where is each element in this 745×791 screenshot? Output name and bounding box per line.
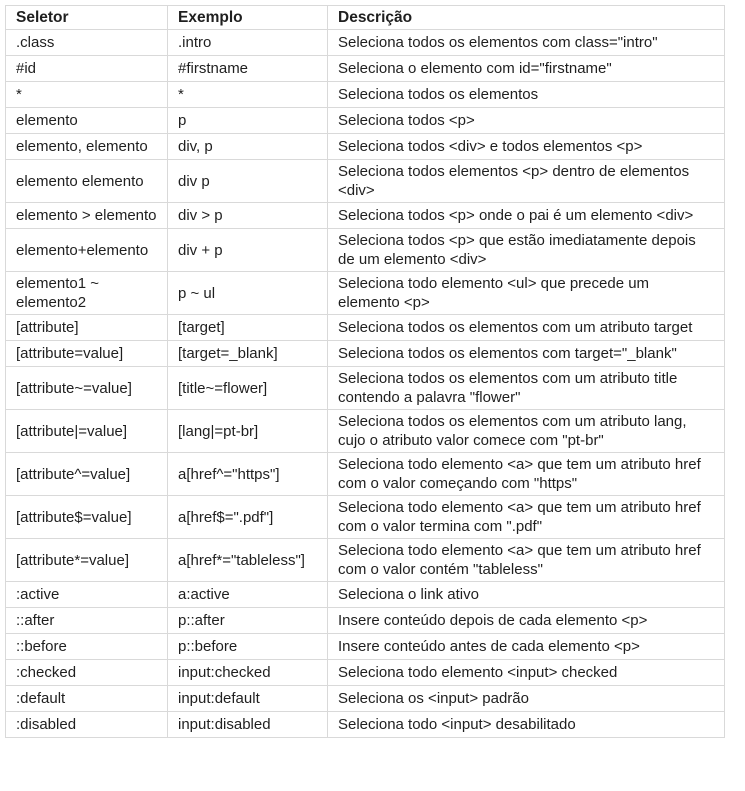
cell-descricao: Seleciona todos <div> e todos elementos <p> — [328, 134, 725, 160]
cell-descricao: Seleciona o elemento com id="firstname" — [328, 56, 725, 82]
cell-descricao: Seleciona todos os elementos com um atributo target — [328, 315, 725, 341]
cell-seletor: [attribute*=value] — [6, 539, 168, 582]
table-row — [6, 496, 725, 539]
table-row — [6, 82, 725, 108]
table-row — [6, 272, 725, 315]
table-row — [6, 608, 725, 634]
cell-exemplo: a[href^="https"] — [168, 453, 328, 496]
cell-exemplo: a[href*="tableless"] — [168, 539, 328, 582]
table-row — [6, 229, 725, 272]
cell-exemplo: [lang|=pt-br] — [168, 410, 328, 453]
cell-exemplo: div p — [168, 160, 328, 203]
table-row — [6, 410, 725, 453]
table-row — [6, 712, 725, 738]
cell-exemplo: [target] — [168, 315, 328, 341]
cell-descricao: Seleciona todo elemento <a> que tem um atributo href com o valor contém "tableless" — [328, 539, 725, 582]
cell-exemplo: a[href$=".pdf"] — [168, 496, 328, 539]
cell-seletor: * — [6, 82, 168, 108]
cell-descricao: Seleciona todos os elementos — [328, 82, 725, 108]
table-row — [6, 453, 725, 496]
cell-exemplo: .intro — [168, 30, 328, 56]
table-row — [6, 634, 725, 660]
table-row — [6, 315, 725, 341]
selectors-table — [5, 5, 725, 738]
table-row — [6, 582, 725, 608]
cell-seletor: [attribute^=value] — [6, 453, 168, 496]
cell-descricao: Seleciona os <input> padrão — [328, 686, 725, 712]
cell-descricao: Seleciona todos <p> onde o pai é um elemento <div> — [328, 203, 725, 229]
table-row — [6, 160, 725, 203]
cell-descricao: Seleciona o link ativo — [328, 582, 725, 608]
cell-exemplo: a:active — [168, 582, 328, 608]
cell-seletor: [attribute] — [6, 315, 168, 341]
cell-exemplo: p ~ ul — [168, 272, 328, 315]
cell-exemplo: input:checked — [168, 660, 328, 686]
cell-seletor: elemento, elemento — [6, 134, 168, 160]
cell-exemplo: #firstname — [168, 56, 328, 82]
table-row — [6, 367, 725, 410]
cell-seletor: :disabled — [6, 712, 168, 738]
table-row — [6, 108, 725, 134]
cell-descricao: Seleciona todo elemento <a> que tem um atributo href com o valor começando com "https" — [328, 453, 725, 496]
cell-exemplo: p::before — [168, 634, 328, 660]
cell-seletor: [attribute=value] — [6, 341, 168, 367]
cell-seletor: ::before — [6, 634, 168, 660]
cell-descricao: Seleciona todos os elementos com class="intro" — [328, 30, 725, 56]
table-row — [6, 539, 725, 582]
cell-descricao: Insere conteúdo depois de cada elemento <p> — [328, 608, 725, 634]
header-exemplo: Exemplo — [168, 6, 328, 30]
cell-seletor: elemento1 ~ elemento2 — [6, 272, 168, 315]
cell-exemplo: [title~=flower] — [168, 367, 328, 410]
cell-descricao: Seleciona todos os elementos com target="_blank" — [328, 341, 725, 367]
cell-exemplo: * — [168, 82, 328, 108]
cell-exemplo: div, p — [168, 134, 328, 160]
cell-descricao: Seleciona todos <p> que estão imediatamente depois de um elemento <div> — [328, 229, 725, 272]
cell-seletor: elemento+elemento — [6, 229, 168, 272]
cell-descricao: Seleciona todo elemento <input> checked — [328, 660, 725, 686]
cell-descricao: Seleciona todo elemento <ul> que precede um elemento <p> — [328, 272, 725, 315]
table-row — [6, 686, 725, 712]
table-row — [6, 134, 725, 160]
cell-seletor: .class — [6, 30, 168, 56]
cell-seletor: :active — [6, 582, 168, 608]
cell-descricao: Seleciona todo <input> desabilitado — [328, 712, 725, 738]
header-descricao: Descrição — [328, 6, 725, 30]
table-row — [6, 56, 725, 82]
cell-descricao: Seleciona todos os elementos com um atributo title contendo a palavra "flower" — [328, 367, 725, 410]
cell-seletor: elemento elemento — [6, 160, 168, 203]
table-header-row — [6, 6, 725, 30]
table-row — [6, 341, 725, 367]
cell-exemplo: p::after — [168, 608, 328, 634]
cell-exemplo: div > p — [168, 203, 328, 229]
cell-exemplo: [target=_blank] — [168, 341, 328, 367]
cell-seletor: :checked — [6, 660, 168, 686]
header-seletor: Seletor — [6, 6, 168, 30]
cell-seletor: ::after — [6, 608, 168, 634]
cell-exemplo: div + p — [168, 229, 328, 272]
cell-seletor: elemento > elemento — [6, 203, 168, 229]
cell-seletor: #id — [6, 56, 168, 82]
cell-seletor: :default — [6, 686, 168, 712]
cell-descricao: Seleciona todos <p> — [328, 108, 725, 134]
cell-descricao: Insere conteúdo antes de cada elemento <p> — [328, 634, 725, 660]
cell-descricao: Seleciona todos os elementos com um atributo lang, cujo o atributo valor comece com "pt-br" — [328, 410, 725, 453]
cell-descricao: Seleciona todo elemento <a> que tem um atributo href com o valor termina com ".pdf" — [328, 496, 725, 539]
table-row — [6, 203, 725, 229]
cell-descricao: Seleciona todos elementos <p> dentro de elementos <div> — [328, 160, 725, 203]
cell-seletor: elemento — [6, 108, 168, 134]
cell-seletor: [attribute|=value] — [6, 410, 168, 453]
cell-exemplo: input:default — [168, 686, 328, 712]
table-row — [6, 660, 725, 686]
cell-exemplo: p — [168, 108, 328, 134]
cell-seletor: [attribute$=value] — [6, 496, 168, 539]
cell-seletor: [attribute~=value] — [6, 367, 168, 410]
table-row — [6, 30, 725, 56]
cell-exemplo: input:disabled — [168, 712, 328, 738]
table-body — [6, 30, 725, 738]
